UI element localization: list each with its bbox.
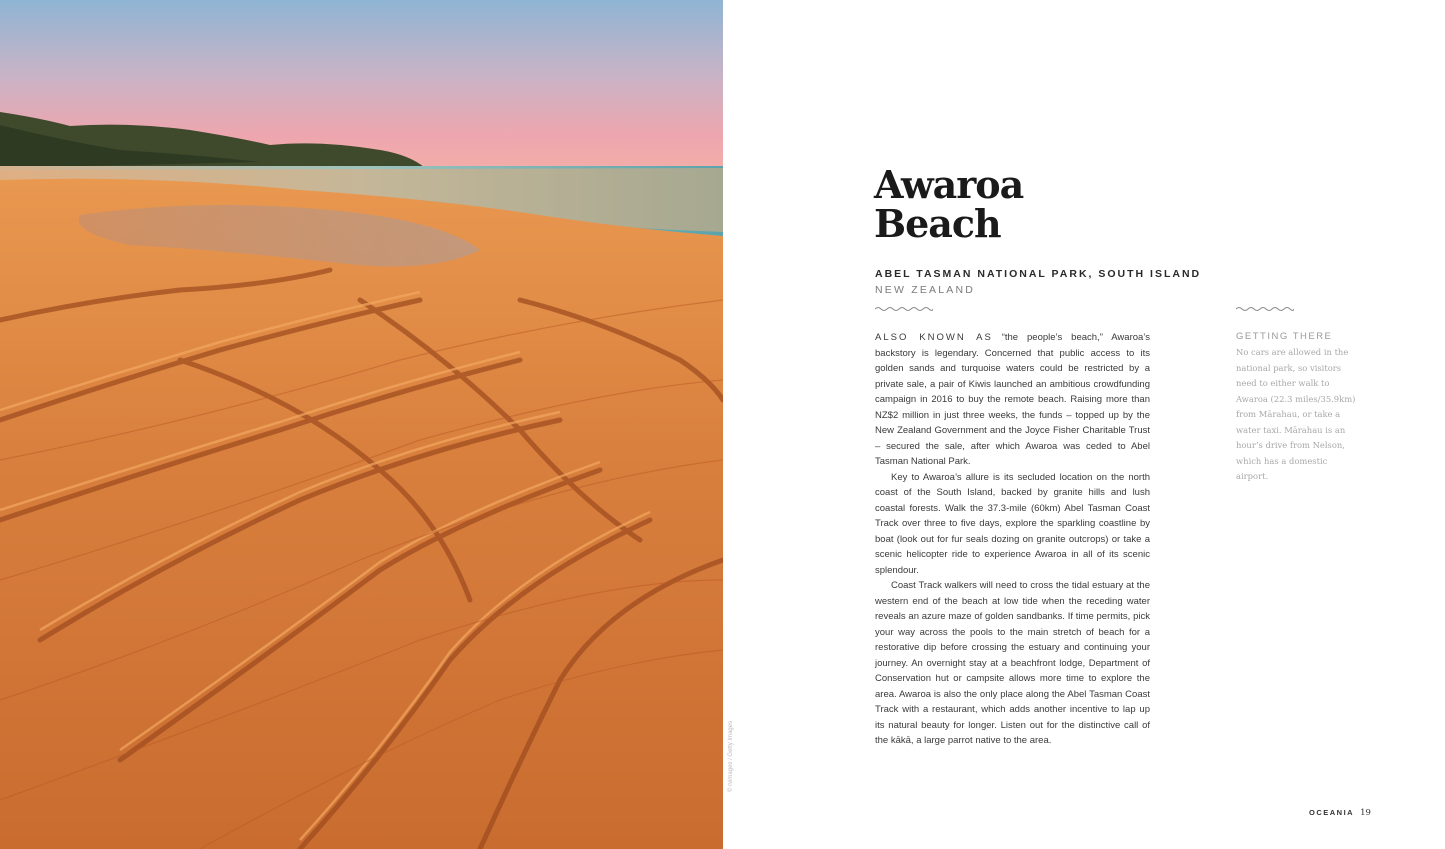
- body-paragraph-3: Coast Track walkers will need to cross the tidal estuary at the western end of the beach at low tide when the receding water reveals an azure maze of golden sandbanks. If time permits, pick your way across the pools to the main stretch of beach for a restorative dip before crossing the estuary and continuing your journey. An overnight stay at a beachfront lodge, Department of Conservation hut or campsite allows more time to explore the area. Awaroa is also the only place along the Abel Tasman Coast Track with a restaurant, which adds another incentive to lap up its natural beauty for longer. Listen out for the distinctive call of the kākā, a large parrot native to the area.: [875, 580, 1150, 746]
- paragraph-1-text: “the people’s beach,” Awaroa’s backstory is legendary. Concerned that public access to its golden sands and turquoise waters could be restricted by a private sale, a pair of Kiwis launched an ambitious crowdfunding campaign in 2016 to buy the remote beach. Raising more than NZ$2 million in just three weeks, the funds – topped up by the New Zealand Government and the Joyce Fisher Charitable Trust – secured the sale, after which Awaroa was ceded to Abel Tasman National Park.: [875, 332, 1150, 467]
- wave-divider-icon: [1236, 306, 1294, 312]
- title-line-2: Beach: [874, 201, 1001, 246]
- sidebar-heading: GETTING THERE: [1236, 331, 1333, 342]
- section-name: OCEANIA: [1309, 808, 1355, 817]
- lead-in: ALSO KNOWN AS: [875, 332, 993, 343]
- body-paragraph-1: [875, 330, 1150, 470]
- location-subtitle: ABEL TASMAN NATIONAL PARK, SOUTH ISLAND: [875, 268, 1202, 280]
- photo-credit-text: © rvimages / Getty Images: [728, 720, 734, 792]
- sidebar-text: No cars are allowed in the national park, so visitors need to either walk to Awaroa (22.3 miles/35.9km) from Mārahau, or take a water taxi. Mārahau is an hour’s drive from Nelson, which has a domestic airport.: [1236, 347, 1356, 481]
- country-subtitle: NEW ZEALAND: [875, 284, 976, 296]
- wave-divider-icon: [875, 306, 933, 312]
- page-number: 19: [1360, 808, 1371, 818]
- article-body: [875, 330, 1150, 749]
- page-footer: [1309, 808, 1371, 818]
- article-title: [874, 162, 1024, 246]
- title-line-1: Awaroa: [874, 162, 1024, 207]
- body-paragraph-2: Key to Awaroa’s allure is its secluded location on the north coast of the South Island, backed by granite hills and lush coastal forests. Walk the 37.3-mile (60km) Abel Tasman Coast Track over three to five days, explore the sparkling coastline by boat (look out for fur seals dozing on granite outcrops) or take a scenic helicopter ride to experience Awaroa in all of its scenic splendour.: [875, 471, 1150, 576]
- photo-credit: [726, 720, 738, 800]
